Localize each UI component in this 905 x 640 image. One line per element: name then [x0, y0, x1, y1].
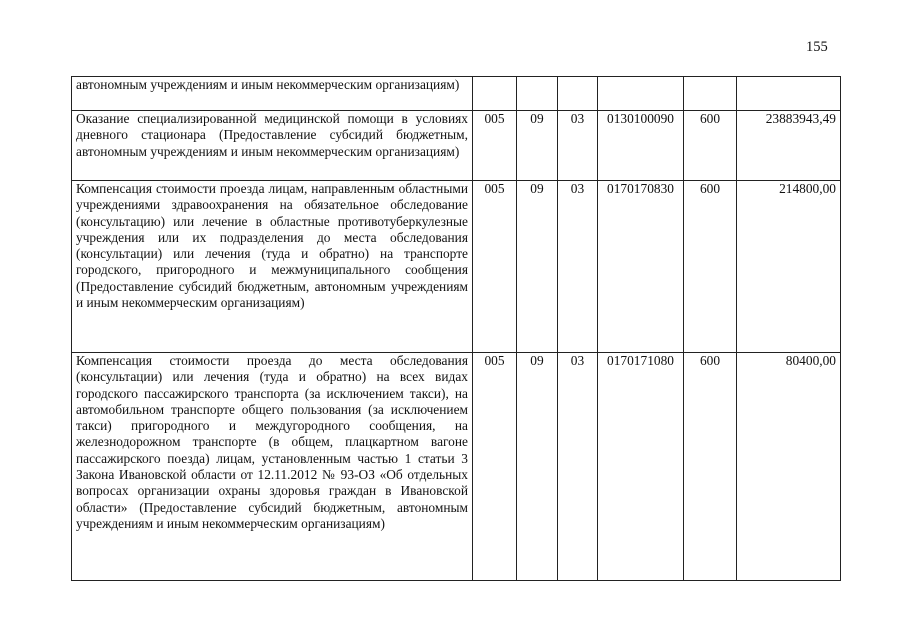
amount-cell: 214800,00 [737, 181, 841, 353]
table-row [72, 181, 841, 353]
ministry-code-cell: 005 [473, 353, 517, 581]
subsection-code-cell: 03 [558, 353, 598, 581]
expense-type-cell: 600 [684, 181, 737, 353]
section-code-cell: 09 [517, 353, 558, 581]
expense-type-cell: 600 [684, 353, 737, 581]
ministry-code-cell: 005 [473, 181, 517, 353]
row-description: Оказание специализированной медицинской помощи в условиях дневного стационара (Предоставление субсидий бюджетным, автономным учреждениям и иным некоммерческим организациям) [72, 111, 473, 181]
page-number: 155 [806, 39, 828, 55]
expense-type-cell: 600 [684, 111, 737, 181]
table-row [72, 353, 841, 581]
section-code-cell: 09 [517, 181, 558, 353]
amount-cell: 23883943,49 [737, 111, 841, 181]
ministry-code-cell: 005 [473, 111, 517, 181]
section-code-cell: 09 [517, 111, 558, 181]
row-description: Компенсация стоимости проезда до места обследования (консультации) или лечения (туда и обратно) на всех видах городского пассажирского транспорта (за исключением такси), на автомобильном транспорте общего пользования (за исключением такси) пригородного и междугородного сообщения, на железнодорожном транспорте (в общем, плацкартном вагоне пассажирского поезда) лицам, установленным частью 1 статьи 3 Закона Ивановской области от 12.11.2012 № 93-ОЗ «Об отдельных вопросах организации охраны здоровья граждан в Ивановской области» (Предоставление субсидий бюджетным, автономным учреждениям и иным некоммерческим организациям) [72, 353, 473, 581]
target-article-cell: 0170170830 [598, 181, 684, 353]
amount-cell [737, 77, 841, 111]
amount-cell: 80400,00 [737, 353, 841, 581]
section-code-cell [517, 77, 558, 111]
expense-type-cell [684, 77, 737, 111]
row-description: Компенсация стоимости проезда лицам, направленным областными учреждениями здравоохранения на обязательное обследование (консультацию) или лечение в областные противотуберкулезные учреждения или их подразделения до места обследования (консультации) или лечения (туда и обратно) на транспорте городского, пригородного и межмуниципального сообщения (Предоставление субсидий бюджетным, автономным учреждениям и иным некоммерческим организациям) [72, 181, 473, 353]
table-row [72, 77, 841, 111]
table-row [72, 111, 841, 181]
subsection-code-cell [558, 77, 598, 111]
target-article-cell: 0170171080 [598, 353, 684, 581]
subsection-code-cell: 03 [558, 111, 598, 181]
row-description: автономным учреждениям и иным некоммерческим организациям) [72, 77, 473, 111]
target-article-cell [598, 77, 684, 111]
target-article-cell: 0130100090 [598, 111, 684, 181]
subsection-code-cell: 03 [558, 181, 598, 353]
budget-table [71, 76, 841, 581]
ministry-code-cell [473, 77, 517, 111]
